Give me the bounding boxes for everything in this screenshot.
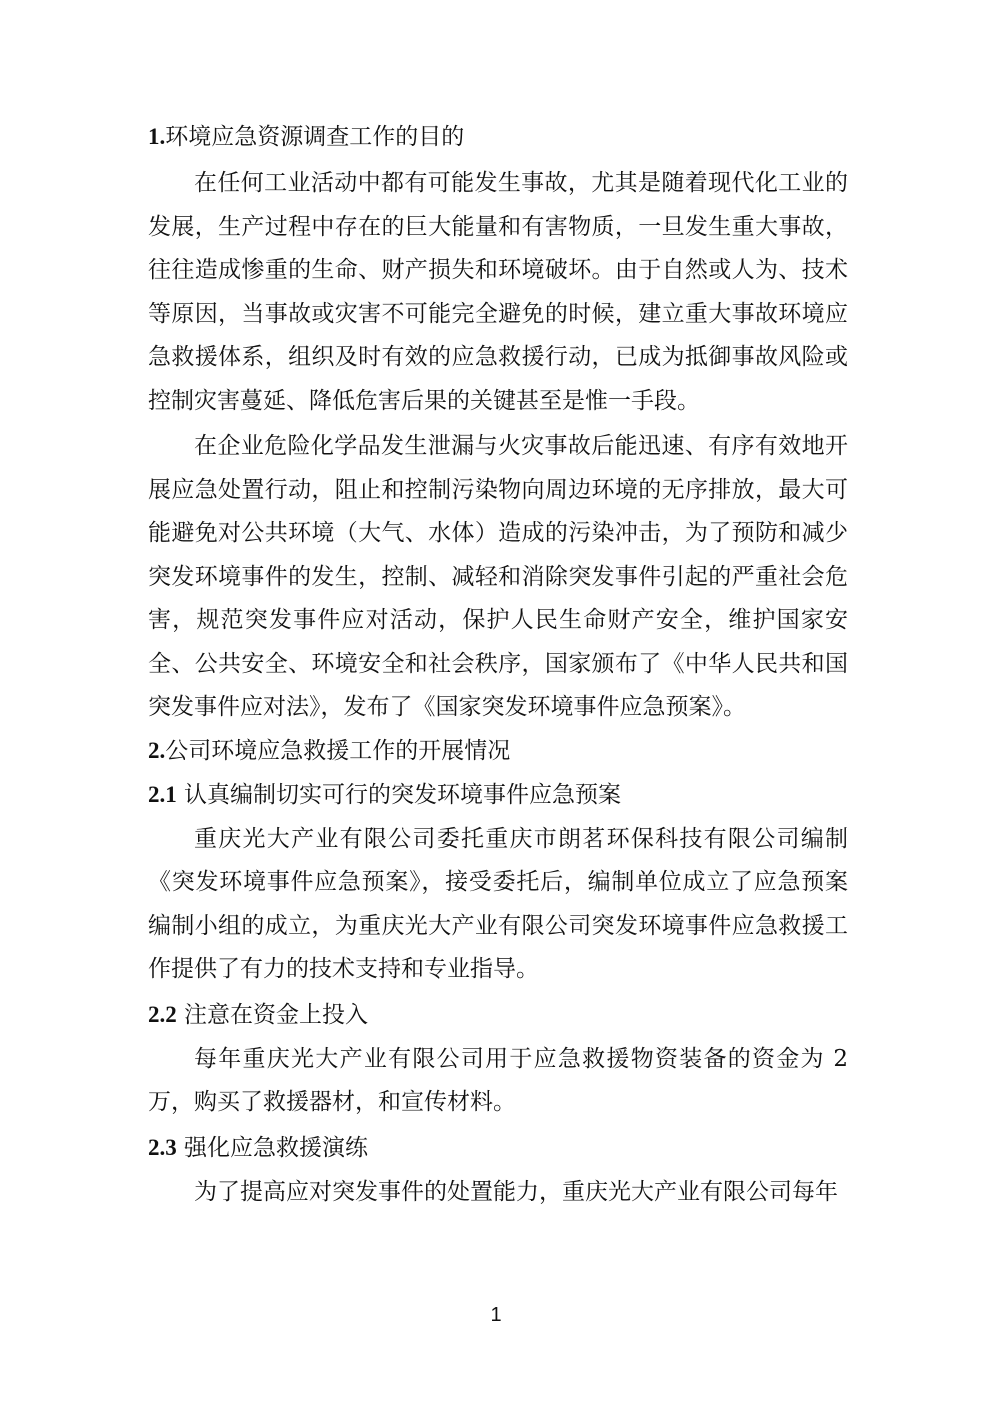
paragraph-4: 每年重庆光大产业有限公司用于应急救援物资装备的资金为 2 万，购买了救援器材，和宣传材料。 — [148, 1045, 848, 1115]
paragraph-5: 为了提高应对突发事件的处置能力，重庆光大产业有限公司每年 — [194, 1178, 838, 1205]
paragraph-3: 重庆光大产业有限公司委托重庆市朗茗环保科技有限公司编制《突发环境事件应急预案》，接受委托后，编制单位成立了应急预案编制小组的成立，为重庆光大产业有限公司突发环境事件应急救援工作提供了有力的技术支持和专业指导。 — [148, 825, 848, 982]
section-heading-2: 2.公司环境应急救援工作的开展情况 — [148, 737, 511, 764]
page-number: 1 — [490, 1304, 502, 1326]
section-heading-2-3: 2.3 强化应急救援演练 — [148, 1134, 369, 1161]
document-body — [148, 114, 848, 1214]
section-heading-2-1: 2.1 认真编制切实可行的突发环境事件应急预案 — [148, 781, 622, 808]
section-heading-2-2: 2.2 注意在资金上投入 — [148, 1001, 369, 1028]
paragraph-1: 在任何工业活动中都有可能发生事故，尤其是随着现代化工业的发展，生产过程中存在的巨大能量和有害物质，一旦发生重大事故，往往造成惨重的生命、财产损失和环境破坏。由于自然或人为、技术等原因，当事故或灾害不可能完全避免的时候，建立重大事故环境应急救援体系，组织及时有效的应急救援行动，已成为抵御事故风险或控制灾害蔓延、降低危害后果的关键甚至是惟一手段。 — [148, 170, 848, 414]
paragraph-2: 在企业危险化学品发生泄漏与火灾事故后能迅速、有序有效地开展应急处置行动，阻止和控制污染物向周边环境的无序排放，最大可能避免对公共环境（大气、水体）造成的污染冲击，为了预防和减少突发环境事件的发生，控制、减轻和消除突发事件引起的严重社会危害，规范突发事件应对活动，保护人民生命财产安全，维护国家安全、公共安全、环境安全和社会秩序，国家颁布了《中华人民共和国突发事件应对法》，发布了《国家突发环境事件应急预案》。 — [148, 433, 848, 720]
section-heading-1: 1.环境应急资源调查工作的目的 — [148, 124, 465, 150]
